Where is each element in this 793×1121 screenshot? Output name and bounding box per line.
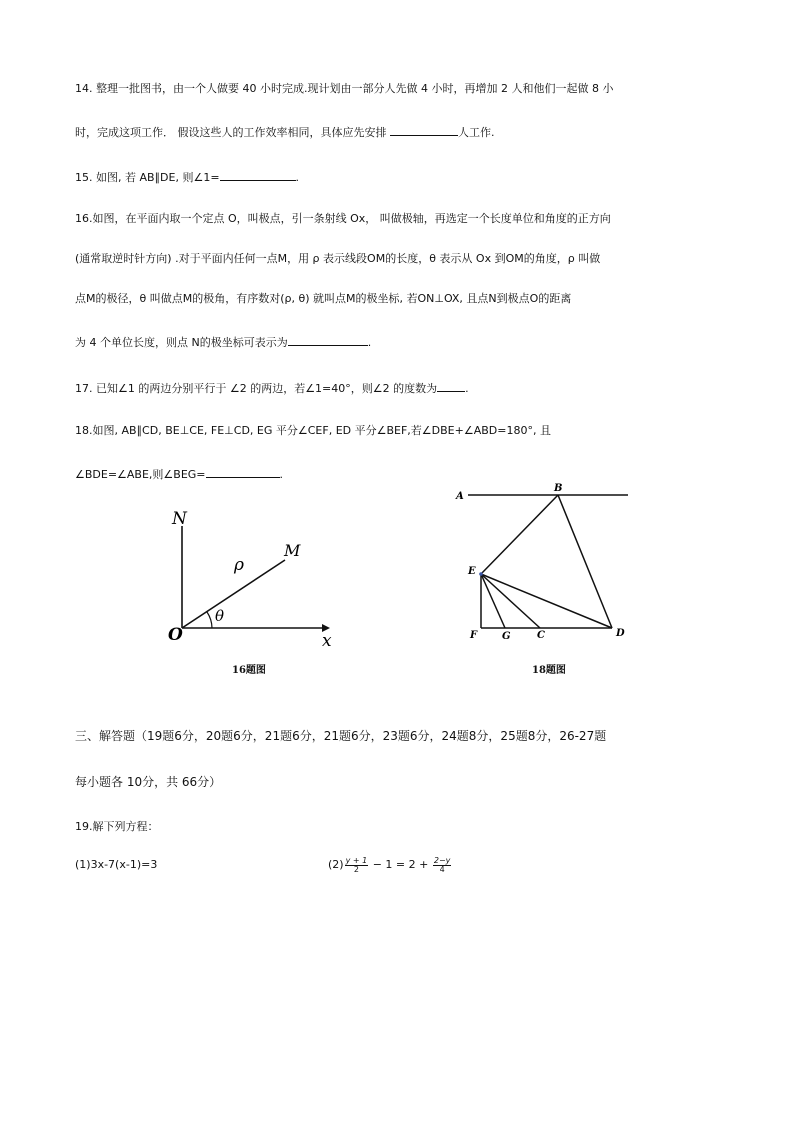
fig16-label-rho: ρ [234, 555, 244, 575]
q15-line [75, 168, 299, 185]
q16-line1: 16.如图，在平面内取一个定点 O，叫极点，引一条射线 Ox， 叫做极轴，再选定一个长度单位和角度的正方向 [75, 212, 611, 225]
fig18-label-f: F [470, 630, 478, 641]
fig16-label-n: N [172, 509, 187, 529]
fig16-label-m: M [284, 541, 301, 560]
fig18-label-d: D [616, 628, 625, 639]
q19-frac1-denominator: 2 [353, 864, 359, 874]
q16-line4 [75, 333, 371, 350]
figure-16 [150, 500, 350, 660]
q17-text-a: 17. 已知∠1 的两边分别平行于 ∠2 的两边，若∠1=40°，则∠2 的度数为 [75, 382, 438, 395]
q16-line2: (通常取逆时针方向) .对于平面内任何一点M，用 ρ 表示线段OM的长度，θ 表示从 Ox 到OM的角度，ρ 叫做 [75, 252, 601, 265]
q14-text-a: 时，完成这项工作． 假设这些人的工作效率相同，具体应先安排 [75, 126, 390, 139]
q15-text-b: . [295, 171, 300, 184]
fig18-point-e [479, 572, 483, 576]
fig16-caption: 16题图 [232, 665, 266, 676]
fig18-caption: 18题图 [532, 665, 566, 676]
q14-line2 [75, 123, 495, 140]
q19-frac2-numerator: 2−y [433, 855, 451, 865]
q19-frac1-numerator: y + 1 [345, 855, 368, 865]
q15-text-a: 15. 如图, 若 AB∥DE, 则∠1= [75, 171, 220, 184]
q18-line1: 18.如图, AB∥CD, BE⊥CE, FE⊥CD, EG 平分∠CEF, ED 平分∠BEF,若∠DBE+∠ABD=180°, 且 [75, 424, 551, 437]
fig16-label-o: O [168, 625, 183, 645]
q17-line [75, 379, 469, 396]
q16-text-b: . [367, 336, 372, 349]
fig18-seg-bd [558, 495, 612, 628]
q19-part2-middle: − 1 = 2 + [369, 858, 432, 871]
fig18-seg-ec [481, 574, 540, 628]
q14-line1: 14. 整理一批图书，由一个人做要 40 小时完成.现计划由一部分人先做 4 小时，再增加 2 人和他们一起做 8 小 [75, 82, 614, 95]
q17-answer-blank[interactable] [437, 379, 465, 392]
fig18-label-a: A [456, 491, 464, 502]
fig18-label-g: G [502, 631, 511, 642]
fig16-angle-arc [207, 612, 212, 628]
section3-line1: 三、解答题（19题6分，20题6分，21题6分，21题6分，23题6分，24题8分，25题8分，26-27题 [75, 729, 607, 743]
q16-line3: 点M的极径，θ 叫做点M的极角，有序数对(ρ, θ) 就叫点M的极坐标, 若ON⊥OX, 且点N到极点O的距离 [75, 292, 572, 305]
fig16-label-x: x [322, 631, 332, 651]
fig18-label-b: B [554, 483, 563, 494]
q19-title: 19.解下列方程： [75, 820, 159, 833]
q17-text-b: . [465, 382, 469, 395]
q19-part2-prefix: (2) [328, 858, 344, 871]
q19-part2 [328, 852, 452, 878]
q15-answer-blank[interactable] [220, 168, 296, 181]
q19-frac2-denominator: 4 [439, 864, 445, 874]
fig16-label-theta: θ [215, 607, 225, 625]
q18-text-b: . [279, 468, 284, 481]
q19-fraction-2 [433, 857, 452, 874]
q14-text-b: 人工作. [458, 126, 495, 139]
fig18-label-e: E [468, 566, 476, 577]
section3-line2: 每小题各 10分，共 66分） [75, 775, 222, 789]
figure-18 [440, 478, 640, 650]
q14-answer-blank[interactable] [390, 123, 458, 136]
q16-answer-blank[interactable] [288, 333, 368, 346]
q18-line2 [75, 465, 283, 482]
q18-text-a: ∠BDE=∠ABE,则∠BEG= [75, 468, 206, 481]
q19-fraction-1 [345, 857, 369, 874]
q16-text-a: 为 4 个单位长度，则点 N的极坐标可表示为 [75, 336, 288, 349]
q18-answer-blank[interactable] [206, 465, 280, 478]
fig18-seg-eb [481, 495, 558, 574]
q19-part1: (1)3x-7(x-1)=3 [75, 858, 158, 871]
fig18-label-c: C [537, 630, 545, 641]
